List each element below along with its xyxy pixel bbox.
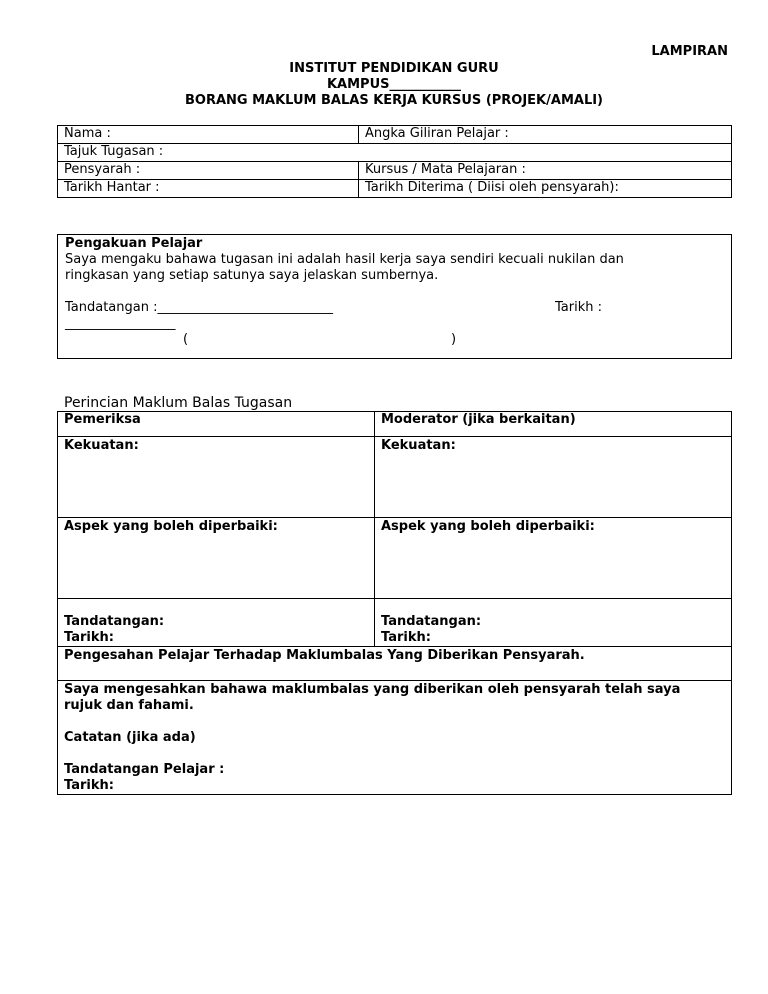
kursus-field[interactable]: Kursus / Mata Pelajaran : (359, 162, 732, 180)
moderator-signature[interactable] (375, 599, 732, 647)
paren-close: ) (451, 332, 457, 347)
pengakuan-text-2: ringkasan yang setiap satunya saya jelaskan sumbernya. (65, 268, 439, 283)
pemeriksa-aspek[interactable] (58, 518, 375, 599)
pengesahan-text-2: rujuk dan fahami. (64, 698, 194, 713)
campus-line: KAMPUS___________ (326, 77, 462, 92)
aspek-label: Aspek yang boleh diperbaiki: (64, 519, 278, 534)
pengesahan-section[interactable] (58, 681, 732, 795)
moderator-header: Moderator (jika berkaitan) (375, 412, 732, 437)
tarikh-line[interactable]: _________________ (65, 316, 176, 331)
pensyarah-field[interactable]: Pensyarah : (58, 162, 359, 180)
student-info-table (57, 125, 732, 198)
kekuatan-label: Kekuatan: (381, 438, 456, 453)
tarikh-pelajar-label: Tarikh: (64, 778, 114, 793)
lampiran-label: LAMPIRAN (651, 44, 728, 59)
institute-title: INSTITUT PENDIDIKAN GURU (289, 61, 499, 76)
pemeriksa-header: Pemeriksa (58, 412, 375, 437)
moderator-aspek[interactable] (375, 518, 732, 599)
pengakuan-title: Pengakuan Pelajar (65, 236, 203, 251)
pengesahan-title: Pengesahan Pelajar Terhadap Maklumbalas Yang Diberikan Pensyarah. (58, 647, 732, 681)
tandatangan-label: Tandatangan: (381, 614, 482, 629)
pemeriksa-signature[interactable] (58, 599, 375, 647)
tarikh-label: Tarikh: (381, 630, 431, 645)
pengesahan-text-1: Saya mengesahkan bahawa maklumbalas yang diberikan oleh pensyarah telah saya (64, 682, 681, 697)
tandatangan-label: Tandatangan: (64, 614, 165, 629)
tarikh-hantar-field[interactable]: Tarikh Hantar : (58, 180, 359, 198)
aspek-label: Aspek yang boleh diperbaiki: (381, 519, 595, 534)
tarikh-diterima-field[interactable]: Tarikh Diterima ( Diisi oleh pensyarah): (359, 180, 732, 198)
pengakuan-box (57, 234, 732, 359)
tajuk-tugasan-field[interactable]: Tajuk Tugasan : (58, 144, 732, 162)
paren-open: ( (183, 332, 189, 347)
kekuatan-label: Kekuatan: (64, 438, 139, 453)
signature-line[interactable]: Tandatangan :___________________________ (65, 300, 333, 315)
moderator-kekuatan[interactable] (375, 437, 732, 518)
pemeriksa-kekuatan[interactable] (58, 437, 375, 518)
tandatangan-pelajar-label: Tandatangan Pelajar : (64, 762, 225, 777)
nama-field[interactable]: Nama : (58, 126, 359, 144)
form-title: BORANG MAKLUM BALAS KERJA KURSUS (PROJEK/AMALI) (184, 93, 604, 108)
tarikh-label: Tarikh: (64, 630, 114, 645)
feedback-table (57, 411, 732, 795)
pengakuan-text-1: Saya mengaku bahawa tugasan ini adalah hasil kerja saya sendiri kecuali nukilan dan (65, 252, 624, 267)
tarikh-label: Tarikh : (555, 300, 602, 315)
catatan-label: Catatan (jika ada) (64, 730, 196, 745)
angka-giliran-field[interactable]: Angka Giliran Pelajar : (359, 126, 732, 144)
perincian-title: Perincian Maklum Balas Tugasan (64, 395, 293, 411)
